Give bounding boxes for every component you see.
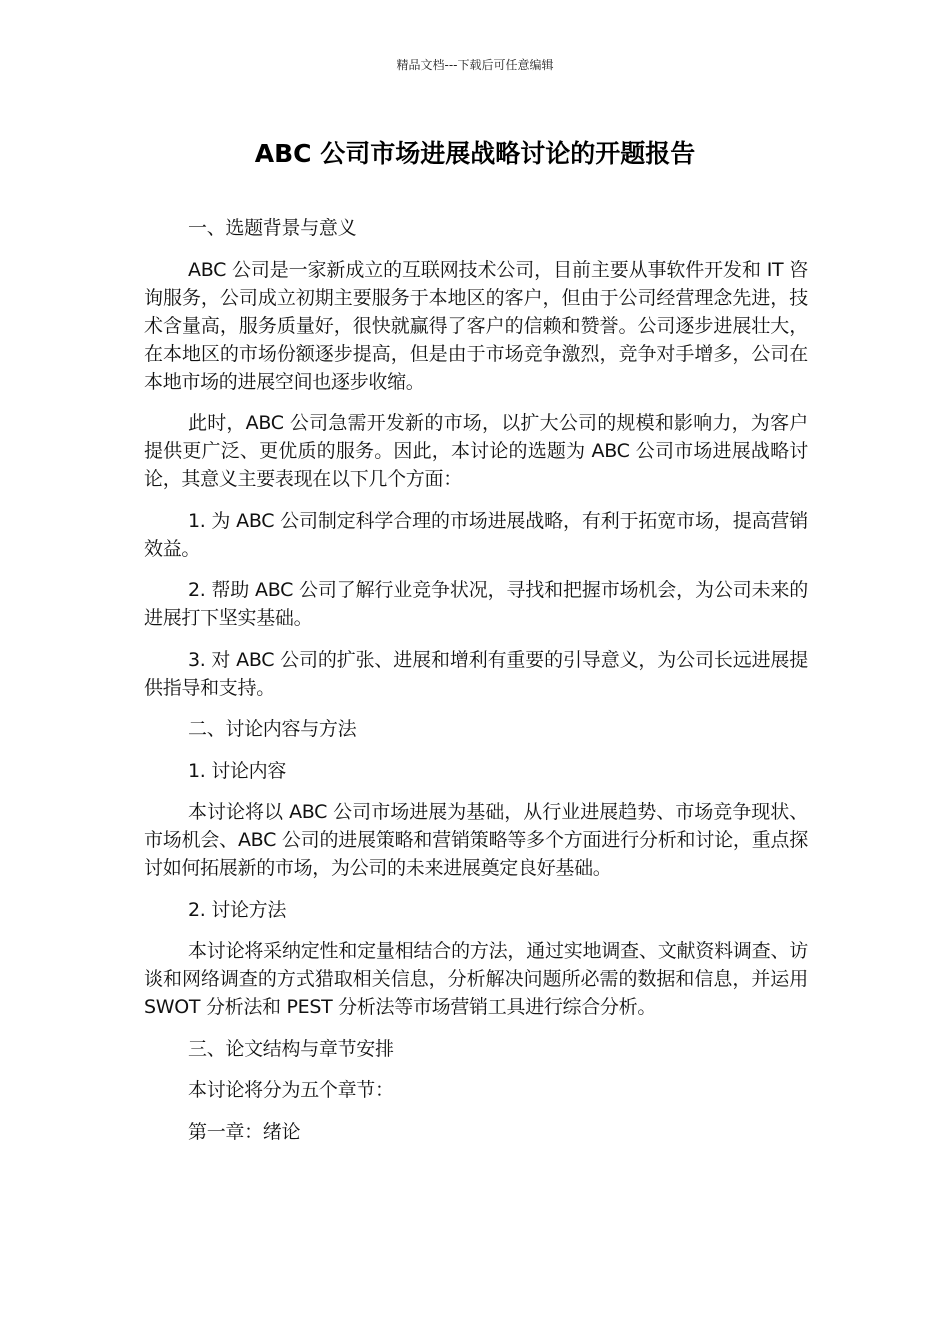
paragraph-chapter-1: 第一章：绪论 <box>188 1120 301 1143</box>
paragraph-topic: 此时，ABC 公司急需开发新的市场，以扩大公司的规模和影响力，为客户提供更广泛、更优质的服务。因此，本讨论的选题为 ABC 公司市场进展战略讨论，其意义主要表现在以下几个方面： <box>144 412 808 490</box>
section-heading-background: 一、选题背景与意义 <box>188 217 357 239</box>
subheading-method: 2. 讨论方法 <box>188 898 287 921</box>
list-item-significance-3: 3. 对 ABC 公司的扩张、进展和增利有重要的引导意义，为公司长远进展提供指导和支持。 <box>144 648 808 699</box>
paragraph-chapters-intro: 本讨论将分为五个章节： <box>188 1079 394 1101</box>
section-heading-structure: 三、论文结构与章节安排 <box>188 1037 394 1060</box>
document-body <box>144 214 808 1159</box>
section-heading-content-method: 二、讨论内容与方法 <box>188 718 357 740</box>
paragraph-company-intro: ABC 公司是一家新成立的互联网技术公司，目前主要从事软件开发和 IT 咨询服务，公司成立初期主要服务于本地区的客户，但由于公司经营理念先进，技术含量高，服务质量好，很快就赢得了客户的信赖和赞誉。公司逐步进展壮大，在本地区的市场份额逐步提高，但是由于市场竞争激烈，竞争对手增多，公司在本地市场的进展空间也逐步收缩。 <box>144 258 808 393</box>
document-title: ABC 公司市场进展战略讨论的开题报告 <box>254 139 696 168</box>
paragraph-content: 本讨论将以 ABC 公司市场进展为基础，从行业进展趋势、市场竞争现状、市场机会、ABC 公司的进展策略和营销策略等多个方面进行分析和讨论，重点探讨如何拓展新的市场，为公司的未来进展奠定良好基础。 <box>144 801 808 879</box>
page-header: 精品文档---下载后可任意编辑 <box>396 58 554 72</box>
subheading-content: 1. 讨论内容 <box>188 759 287 782</box>
paragraph-method: 本讨论将采纳定性和定量相结合的方法，通过实地调查、文献资料调查、访谈和网络调查的方式猎取相关信息，分析解决问题所必需的数据和信息，并运用 SWOT 分析法和 PEST 分析法等市场营销工具进行综合分析。 <box>144 940 808 1018</box>
list-item-significance-2: 2. 帮助 ABC 公司了解行业竞争状况，寻找和把握市场机会，为公司未来的进展打下坚实基础。 <box>144 579 808 629</box>
list-item-significance-1: 1. 为 ABC 公司制定科学合理的市场进展战略，有利于拓宽市场，提高营销效益。 <box>144 509 808 560</box>
